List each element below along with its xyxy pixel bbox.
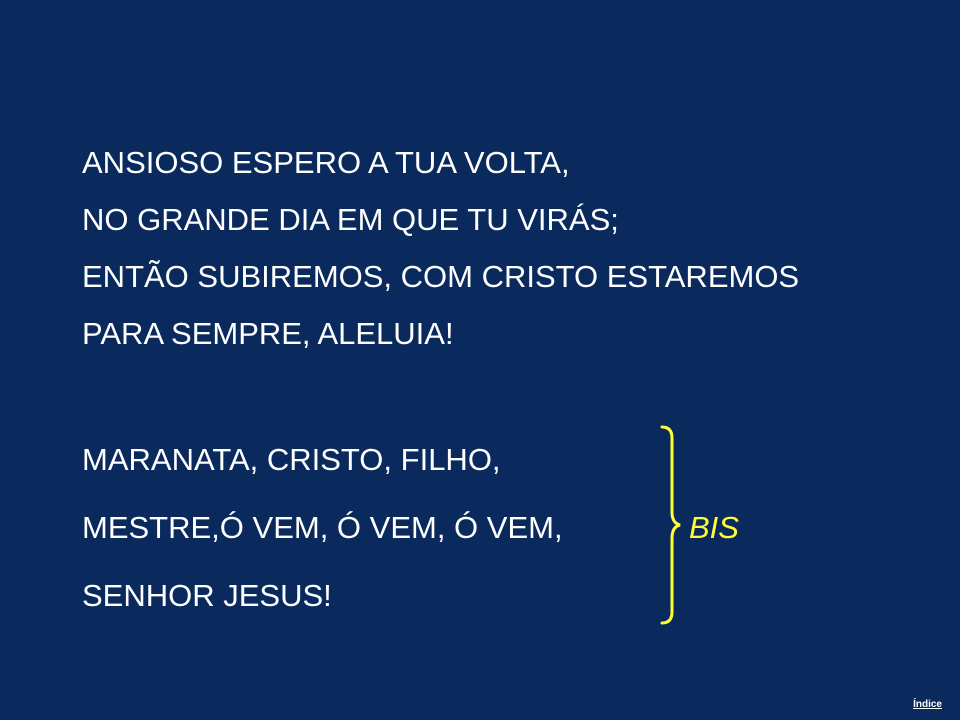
chorus-line-3: SENHOR JESUS!	[82, 578, 332, 613]
chorus-line-1: MARANATA, CRISTO, FILHO,	[82, 442, 501, 477]
repeat-label: BIS	[689, 510, 739, 545]
verse-line-3: ENTÃO SUBIREMOS, COM CRISTO ESTAREMOS	[82, 259, 800, 294]
repeat-brace-icon	[652, 424, 692, 626]
index-link[interactable]: Índice	[913, 699, 942, 710]
chorus-line-2: MESTRE,Ó VEM, Ó VEM, Ó VEM,	[82, 510, 563, 545]
verse-line-4: PARA SEMPRE, ALELUIA!	[82, 316, 454, 351]
verse-line-1: ANSIOSO ESPERO A TUA VOLTA,	[82, 145, 570, 180]
verse-line-2: NO GRANDE DIA EM QUE TU VIRÁS;	[82, 202, 619, 237]
